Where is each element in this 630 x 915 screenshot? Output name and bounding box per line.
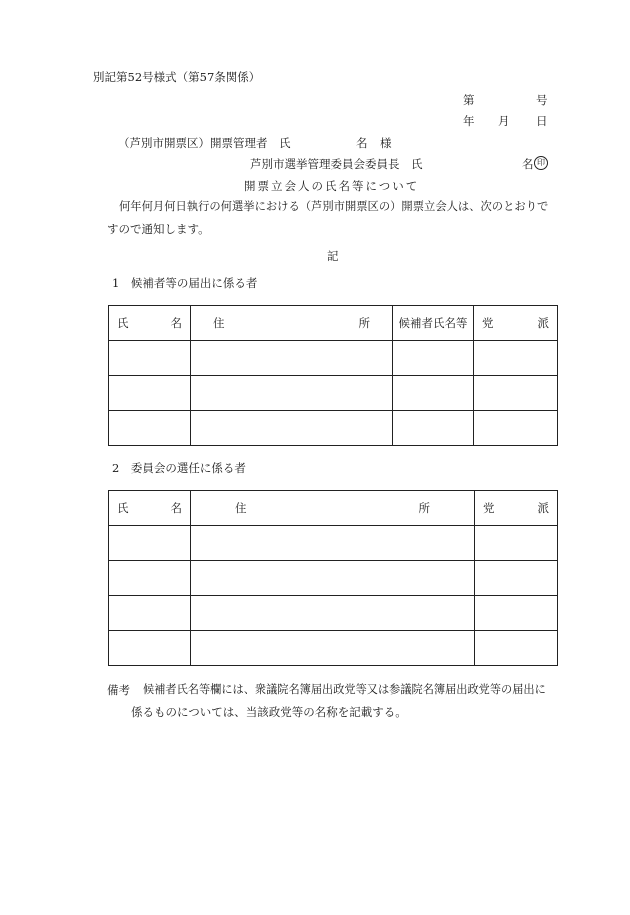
table-row (109, 376, 558, 411)
table-row (109, 526, 558, 561)
remarks-label: 備考 (107, 683, 130, 697)
date-month: 月 (498, 114, 510, 128)
remarks-line-2: 係るものについては、当該政党等の名称を記載する。 (131, 705, 407, 719)
table-row (109, 411, 558, 446)
header-party-cell: 党 派 (474, 306, 558, 341)
table-row (109, 341, 558, 376)
addressee-honorific: 様 (380, 136, 392, 150)
party-cell[interactable] (474, 376, 558, 411)
addressee-title: （芦別市開票区）開票管理者 氏 (118, 136, 291, 150)
address-cell[interactable] (191, 596, 475, 631)
table-header-row (109, 306, 558, 341)
sender-name-char: 名 (522, 157, 534, 171)
table-row (109, 596, 558, 631)
header-name-cell: 氏 名 (109, 306, 191, 341)
address-cell[interactable] (191, 631, 475, 666)
remarks-line-1: 候補者氏名等欄には、衆議院名簿届出政党等又は参議院名簿届出政党等の届出に (143, 683, 546, 696)
form-title: 別記第52号様式（第57条関係） (93, 70, 261, 84)
candidate-cell[interactable] (393, 411, 474, 446)
subject-heading: 開票立会人の氏名等について (244, 179, 420, 193)
candidate-cell[interactable] (393, 376, 474, 411)
candidate-cell[interactable] (393, 341, 474, 376)
sender-title: 芦別市選挙管理委員会委員長 氏 (250, 157, 423, 171)
table-header-row (109, 491, 558, 526)
section-1-title: 1 候補者等の届出に係る者 (112, 276, 258, 290)
candidate-table (108, 305, 558, 446)
address-cell[interactable] (191, 341, 393, 376)
address-cell[interactable] (191, 376, 393, 411)
ki-marker: 記 (327, 249, 339, 263)
party-cell[interactable] (474, 411, 558, 446)
name-cell[interactable] (109, 341, 191, 376)
party-cell[interactable] (475, 561, 558, 596)
addressee-name-char: 名 (356, 136, 368, 150)
header-address-cell: 住 所 (191, 306, 393, 341)
seal-mark: 印 (534, 156, 548, 170)
header-candidate-cell: 候補者氏名等 (393, 306, 474, 341)
party-cell[interactable] (474, 341, 558, 376)
body-line-1: 何年何月何日執行の何選挙における（芦別市開票区の）開票立会人は、次のとおりで (119, 200, 549, 213)
party-cell[interactable] (475, 631, 558, 666)
section-2-title: 2 委員会の選任に係る者 (112, 461, 246, 475)
name-cell[interactable] (109, 526, 191, 561)
name-cell[interactable] (109, 411, 191, 446)
name-cell[interactable] (109, 631, 191, 666)
date-year: 年 (463, 114, 475, 128)
address-cell[interactable] (191, 561, 475, 596)
document-number-suffix: 号 (536, 93, 548, 107)
name-cell[interactable] (109, 376, 191, 411)
party-cell[interactable] (475, 526, 558, 561)
table-row (109, 561, 558, 596)
name-cell[interactable] (109, 561, 191, 596)
party-cell[interactable] (475, 596, 558, 631)
body-line-2: すので通知します。 (107, 222, 210, 236)
address-cell[interactable] (191, 411, 393, 446)
address-cell[interactable] (191, 526, 475, 561)
date-day: 日 (536, 114, 548, 128)
document-number-prefix: 第 (463, 93, 475, 107)
header-party-cell: 党 派 (475, 491, 558, 526)
name-cell[interactable] (109, 596, 191, 631)
header-address-cell: 住 所 (191, 491, 475, 526)
committee-table (108, 490, 558, 666)
header-name-cell: 氏 名 (109, 491, 191, 526)
table-row (109, 631, 558, 666)
